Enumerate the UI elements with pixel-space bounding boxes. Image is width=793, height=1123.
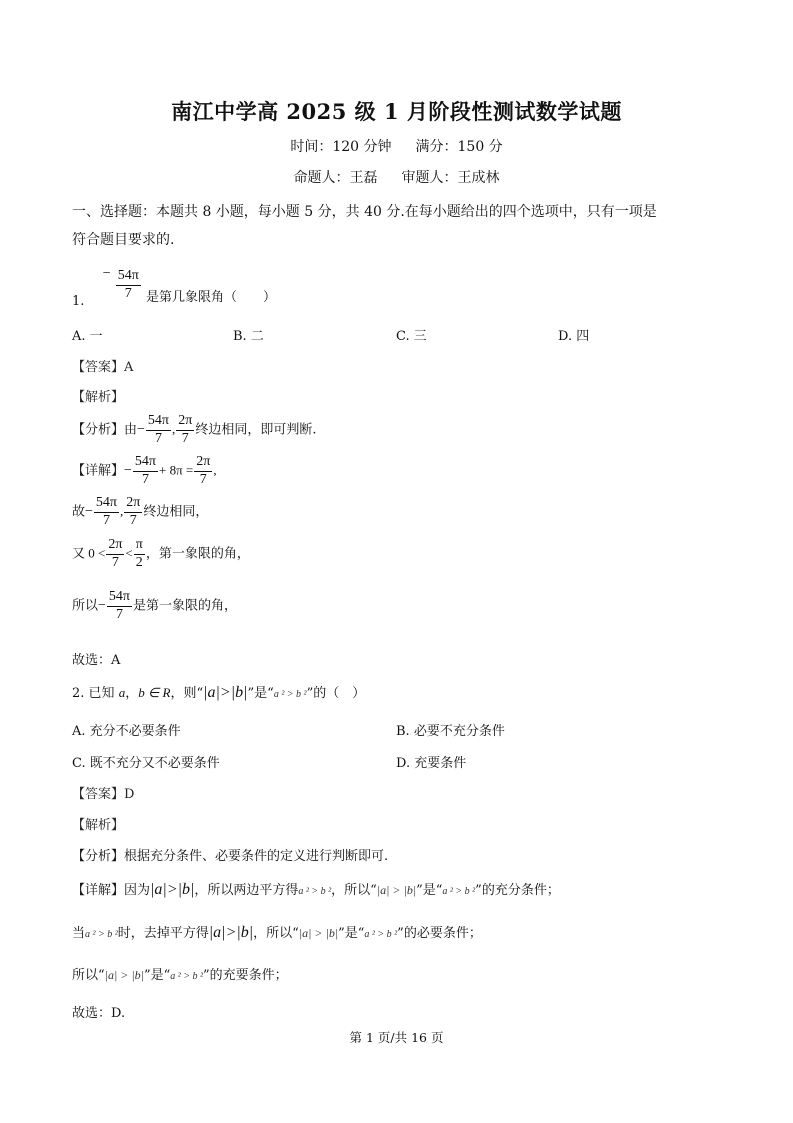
fraction: $\frac{54\pi}{7}$ bbox=[147, 413, 169, 446]
q1-angle-fraction: $\frac{54\pi}{7}$ bbox=[117, 268, 139, 301]
q1-number: 1. bbox=[72, 294, 85, 309]
exam-meta-time-score bbox=[0, 136, 793, 156]
fraction: $\frac{54\pi}{7}$ bbox=[108, 589, 130, 622]
q2-analysis-tag: 【解析】 bbox=[72, 818, 125, 833]
q1-option-a: A. 一 bbox=[72, 329, 103, 344]
q1-choose: 故选：A bbox=[72, 653, 121, 668]
page-number: 第 1 页/共 16 页 bbox=[349, 1030, 444, 1045]
q1-minus-sign: − bbox=[102, 266, 111, 281]
exam-time: 时间：120 分钟 bbox=[290, 139, 392, 155]
exam-full-score: 满分：150 分 bbox=[415, 139, 503, 155]
q2-stem: 2. 已知 a，b ∈ R，则“|a|>|b|”是“a ² > b ²”的（ ） bbox=[72, 684, 366, 701]
section-heading-line1: 一、选择题：本题共 8 小题，每小题 5 分，共 40 分.在每小题给出的四个选项中，只有一项是 bbox=[72, 204, 657, 220]
exam-reviewer: 审题人：王成林 bbox=[401, 170, 500, 186]
exam-title: 南江中学高 2025 级 1 月阶段性测试数学试题 bbox=[171, 99, 622, 124]
q1-fenxi: 【分析】由− $\frac{54\pi}{7}$ , $\frac{2\pi}{7}$ 终边相同，即可判断. bbox=[72, 413, 317, 446]
q1-so: 所以− $\frac{54\pi}{7}$ 是第一象限的角， bbox=[72, 589, 238, 622]
q2-option-a: A. 充分不必要条件 bbox=[72, 724, 181, 739]
fraction: $\frac{54\pi}{7}$ bbox=[95, 495, 117, 528]
fraction: $\frac{2\pi}{7}$ bbox=[178, 413, 193, 446]
q2-detail-line2: 当a ² > b ²时，去掉平方得|a|>|b|，所以“|a| > |b|”是“a ² > b ²”的必要条件； bbox=[72, 924, 482, 941]
q1-therefore: 故− $\frac{54\pi}{7}$ , $\frac{2\pi}{7}$ 终边相同， bbox=[72, 495, 209, 528]
fraction: $\frac{\pi}{2}$ bbox=[135, 537, 143, 570]
q2-option-d: D. 充要条件 bbox=[396, 756, 467, 771]
exam-author: 命题人：王磊 bbox=[293, 170, 378, 186]
fraction: $\frac{2\pi}{7}$ bbox=[196, 454, 211, 487]
q1-stem-text: 是第几象限角（ ） bbox=[145, 290, 276, 305]
q1-answer: 【答案】A bbox=[72, 360, 134, 375]
fraction: $\frac{2\pi}{7}$ bbox=[108, 537, 123, 570]
q2-fenxi: 【分析】根据充分条件、必要条件的定义进行判断即可. bbox=[72, 849, 389, 864]
section-heading-line2: 符合题目要求的. bbox=[72, 232, 175, 248]
q1-detail: 【详解】− $\frac{54\pi}{7}$ + 8π = $\frac{2\pi}{7}$ , bbox=[72, 454, 217, 487]
q2-option-b: B. 必要不充分条件 bbox=[396, 724, 505, 739]
q1-stem bbox=[72, 266, 276, 309]
abs-inequality: |a|>|b| bbox=[203, 684, 248, 701]
q1-option-b: B. 二 bbox=[233, 329, 264, 344]
fraction: $\frac{54\pi}{7}$ bbox=[134, 454, 156, 487]
q2-detail-line3: 所以“|a| > |b|”是“a ² > b ²”的充要条件； bbox=[72, 968, 288, 983]
q1-option-c: C. 三 bbox=[396, 329, 427, 344]
q2-choose: 故选：D. bbox=[72, 1006, 126, 1021]
exam-meta-authors bbox=[0, 167, 793, 187]
q2-answer: 【答案】D bbox=[72, 787, 135, 802]
fraction: $\frac{2\pi}{7}$ bbox=[126, 495, 141, 528]
q2-detail-line1: 【详解】因为|a|>|b|，所以两边平方得a ² > b ²，所以“|a| > |b|”是“a ² > b ²”的充分条件； bbox=[72, 881, 560, 898]
q1-analysis-tag: 【解析】 bbox=[72, 390, 125, 405]
q2-option-c: C. 既不充分又不必要条件 bbox=[72, 756, 220, 771]
q1-option-d: D. 四 bbox=[558, 329, 590, 344]
q1-also: 又 0 < $\frac{2\pi}{7}$ < $\frac{\pi}{2}$ ，第一象限的角， bbox=[72, 537, 250, 570]
